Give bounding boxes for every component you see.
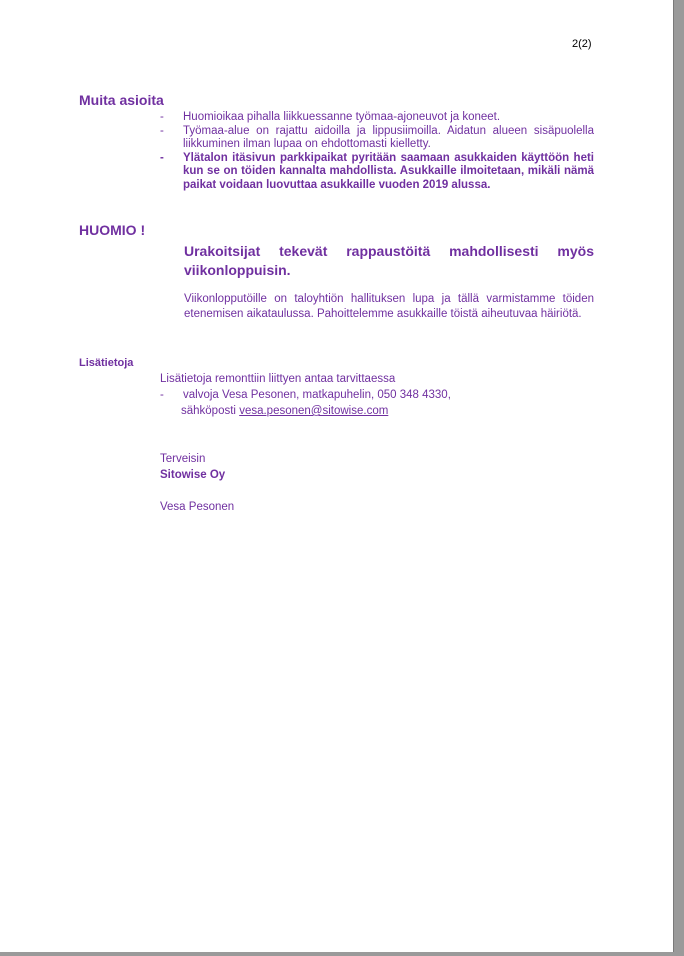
list-dash: - <box>160 111 164 123</box>
more-info-intro: Lisätietoja remonttiin liittyen antaa tarvittaessa <box>160 373 396 385</box>
list-item-text: Ylätalon itäsivun parkkipaikat pyritään saamaan asukkaiden käyttöön heti kun se on töiden kannalta mahdollista. Asukkaille ilmoitetaan, mikäli nämä paikat voidaan luovuttaa asukkaille vuoden 2019 alussa. <box>183 151 594 191</box>
closing-greeting: Terveisin <box>160 453 206 465</box>
email-label: sähköposti <box>181 405 240 417</box>
section-heading-more-info: Lisätietoja <box>79 357 134 369</box>
other-matters-list <box>160 111 594 192</box>
list-dash: - <box>160 389 164 401</box>
section-heading-other-matters: Muita asioita <box>79 92 164 108</box>
list-item-text: Työmaa-alue on rajattu aidoilla ja lippusiimoilla. Aidatun alueen sisäpuolella liikkuminen ilman lupaa on ehdottomasti kielletty. <box>183 124 594 150</box>
page-number: 2(2) <box>572 38 592 50</box>
closing-signer-name: Vesa Pesonen <box>160 501 235 513</box>
more-info-contact <box>160 388 451 402</box>
more-info-email <box>181 404 388 418</box>
list-item <box>160 152 594 193</box>
section-heading-notice: HUOMIO ! <box>79 222 146 238</box>
list-dash: - <box>160 124 164 137</box>
notice-headline: Urakoitsijat tekevät rappaustöitä mahdollisesti myös viikonloppuisin. <box>184 243 594 278</box>
email-link[interactable]: vesa.pesonen@sitowise.com <box>239 405 389 417</box>
list-item-text: Huomioikaa pihalla liikkuessanne työmaa-ajoneuvot ja koneet. <box>183 111 501 123</box>
list-item <box>160 125 594 152</box>
notice-body: Viikonlopputöille on taloyhtiön hallituksen lupa ja tällä varmistamme töiden etenemisen aikataulussa. Pahoittelemme asukkaille töistä aiheutuvaa häiriötä. <box>184 293 594 320</box>
list-item <box>160 111 594 125</box>
contact-text: valvoja Vesa Pesonen, matkapuhelin, 050 348 4330, <box>183 389 451 401</box>
closing-company: Sitowise Oy <box>160 469 226 481</box>
list-dash: - <box>160 151 164 164</box>
